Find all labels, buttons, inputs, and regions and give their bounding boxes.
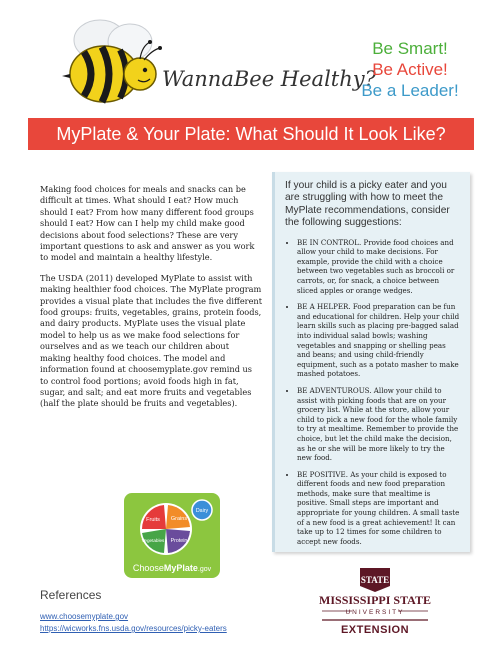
label-protein: Protein (170, 538, 188, 544)
tips-list (285, 238, 460, 547)
reference-link-choosemyplate[interactable]: www.choosemyplate.gov (40, 612, 129, 621)
slogan-line-smart: Be Smart! (372, 39, 448, 58)
paragraph: Making food choices for meals and snacks can be difficult at times. What should I eat? How much should I eat? From how many different food groups should I eat? How can I help my child make good decisions about food selections? These are very important questions to ask and answer as you work to model and maintain a healthy lifestyle. (40, 184, 255, 263)
label-vegetables: Vegetables (141, 538, 165, 543)
sidebar-intro: If your child is a picky eater and you are struggling with how to meet the MyPlate recommendations, consider the following suggestions: (285, 180, 450, 229)
msu-extension-logo (300, 566, 450, 638)
myplate-logo (124, 493, 220, 578)
state-text: STATE (360, 575, 390, 585)
extension-text: EXTENSION (340, 624, 410, 636)
tip-be-positive: • BE POSITIVE. As your child is exposed to different foods and new food preparation methods, make sure that mealtime is positive. Small steps are important and appropriate for young children. A small taste of a new food is a great achievement! It can take up to 12 times for some children to accept new foods. (297, 470, 460, 547)
msu-name: MISSISSIPPI STATE (319, 593, 431, 607)
logo-text: WannaBee Healthy? (162, 67, 376, 91)
university-text: UNIVERSITY (345, 609, 405, 616)
reference-link-wicworks[interactable]: https://wicworks.fns.usda.gov/resources/picky-eaters (40, 624, 227, 633)
intro-text (40, 184, 262, 419)
picky-eater-sidebar (272, 172, 470, 552)
label-fruits: Fruits (146, 517, 160, 523)
tip-be-adventurous: • BE ADVENTUROUS. Allow your child to assist with picking foods that are on your grocery list. While at the store, allow your child to pick a new food for the whole family to try at mealtime. Remember to provide the choice, but let the child make the decision, as he or she will be more likely to try the new food. (297, 386, 460, 463)
myplate-graphic (124, 493, 220, 578)
label-dairy: Dairy (195, 508, 209, 514)
tip-be-in-control: • BE IN CONTROL. Provide food choices and allow your child to make decisions. For example, provide the child with a choice between two vegetables such as broccoli or carrots, or, for snack, a choice between sliced apples or orange wedges. (297, 238, 460, 296)
page-title: MyPlate & Your Plate: What Should It Look Like? (56, 124, 446, 144)
paragraph: The USDA (2011) developed MyPlate to assist with making healthier food choices. The MyPlate program provides a visual plate that includes the five different food groups: fruits, vegetables, grains, protein foods, and dairy products. MyPlate uses the visual plate model to help us as we make food selections for ourselves and as we teach our children about making healthy food choices. The model and information found at choosemyplate.gov remind us to control food portions; avoid foods high in fat, sugar, and salt; and eat more fruits and vegetables (half the plate should be fruits and vegetables). (40, 272, 262, 409)
wannabee-logo (58, 12, 376, 112)
references-heading: References (40, 588, 102, 602)
title-banner (28, 118, 474, 150)
bee-icon (58, 12, 376, 112)
label-grains: Grains (170, 516, 188, 522)
slogan-line-active: Be Active! (372, 60, 448, 79)
msu-emblem (300, 566, 450, 638)
choosemyplate-wordmark: ChooseMyPlate.gov (132, 563, 212, 573)
slogan-line-leader: Be a Leader! (361, 81, 459, 100)
slogan (330, 38, 490, 101)
tip-be-a-helper: • BE A HELPER. Food preparation can be fun and educational for children. Help your child learn skills such as placing pre-bagged salad into individual salad bowls; washing vegetables and snapping or shelling peas and beans; and using child-friendly equipment, such as a potato masher to make mashed potatoes. (297, 302, 460, 379)
